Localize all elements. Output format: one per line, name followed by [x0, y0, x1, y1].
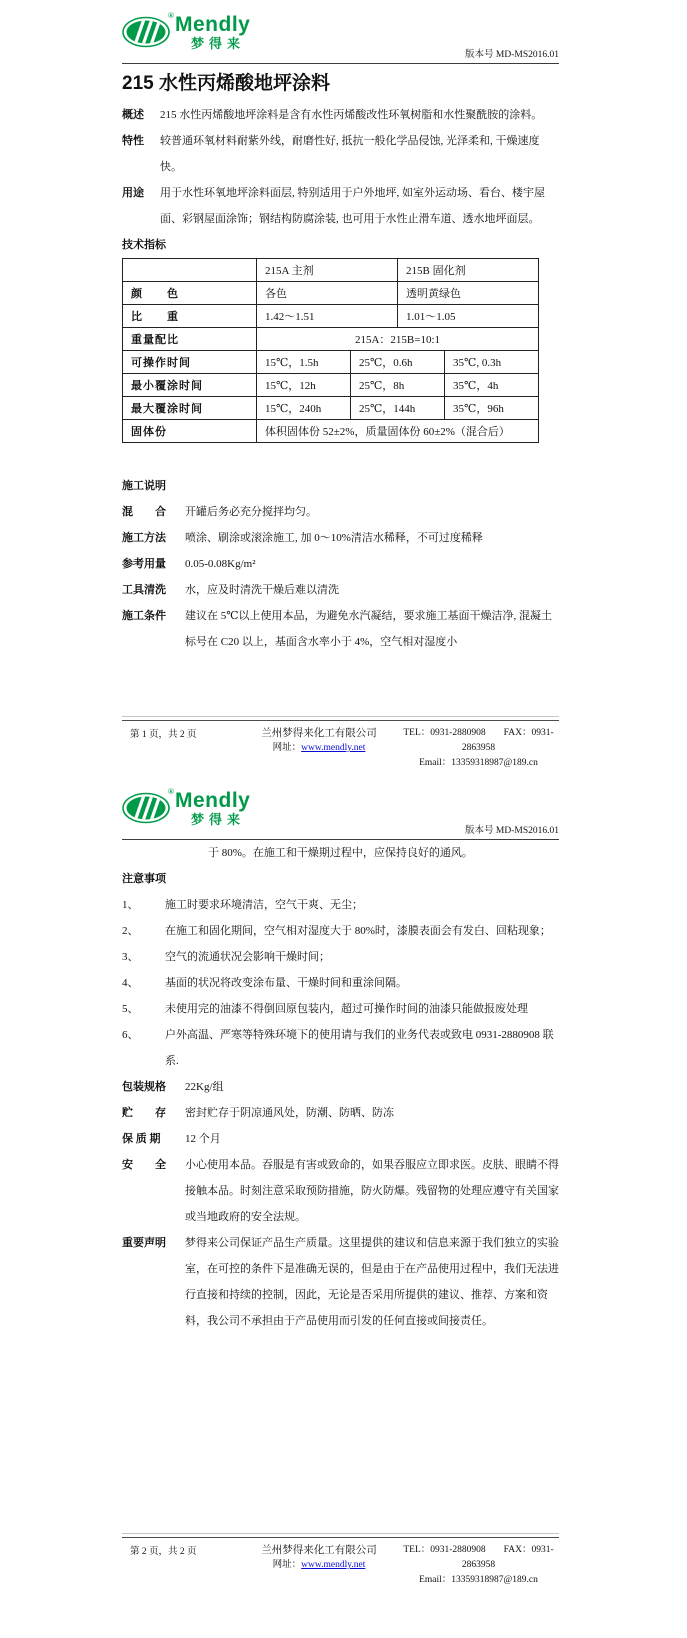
table-cell: 透明黄绿色	[398, 282, 539, 305]
table-cell: 35℃，4h	[445, 374, 539, 397]
construction-row-conditions	[122, 603, 559, 655]
note-number: 3、	[122, 951, 139, 963]
note-text: 基面的状况将改变涂布量、干燥时间和重涂间隔。	[165, 977, 407, 989]
website-link[interactable]: www.mendly.net	[301, 1560, 366, 1570]
note-item	[122, 996, 559, 1022]
table-cell: 最大覆涂时间	[123, 397, 257, 420]
fax-label: FAX：0931-2863958	[461, 1545, 554, 1570]
note-text: 未使用完的油漆不得倒回原包装内，超过可操作时间的油漆只能做报废处理	[165, 1003, 528, 1015]
registered-mark: ®	[168, 11, 174, 20]
table-cell: 重量配比	[123, 328, 257, 351]
table-cell: 215A：215B=10:1	[257, 328, 539, 351]
construction-row-mixing	[122, 499, 559, 525]
logo-text	[175, 14, 250, 50]
page-footer	[122, 716, 559, 771]
item-label: 包装规格	[122, 1081, 166, 1093]
table-cell: 比 重	[123, 305, 257, 328]
logo-brand-cn: 梦得来	[191, 36, 246, 51]
table-cell: 颜 色	[123, 282, 257, 305]
tel-label: TEL：0931-2880908	[403, 728, 486, 738]
mendly-logo	[122, 11, 251, 51]
mendly-logo-icon	[122, 790, 172, 824]
table-row	[123, 397, 539, 420]
table-cell: 可操作时间	[123, 351, 257, 374]
table-row	[123, 420, 539, 443]
construction-heading: 施工说明	[122, 480, 166, 492]
logo-brand-en: Mendly	[175, 13, 251, 36]
mendly-logo	[122, 787, 251, 827]
notes-heading: 注意事项	[122, 873, 166, 885]
table-row	[123, 305, 539, 328]
section-features	[122, 128, 559, 180]
table-cell: 35℃, 0.3h	[445, 351, 539, 374]
footer-contact-block	[398, 1543, 559, 1588]
note-number: 2、	[122, 925, 139, 937]
section-uses	[122, 180, 559, 232]
row-label: 混 合	[122, 506, 166, 518]
row-text: 建议在 5℃以上使用本品，为避免水汽凝结，要求施工基面干燥洁净, 混凝土标号在 C20 以上，基面含水率小于 4%，空气相对湿度小	[185, 610, 553, 648]
fax-label: FAX：0931-2863958	[461, 728, 554, 753]
row-label: 参考用量	[122, 558, 166, 570]
note-item	[122, 944, 559, 970]
table-row	[123, 374, 539, 397]
item-disclaimer	[122, 1230, 559, 1334]
version-label: 版本号 MD-MS2016.01	[465, 50, 559, 60]
page-2	[0, 779, 687, 1638]
row-text: 喷涂、刷涂或滚涂施工, 加 0～10%清洁水稀释，不可过度稀释	[185, 532, 483, 544]
item-text: 22Kg/组	[185, 1081, 224, 1093]
section-text: 较普通环氧材料耐紫外线，耐磨性好, 抵抗一般化学品侵蚀, 光泽柔和, 干燥速度快。	[160, 135, 540, 173]
item-packaging	[122, 1074, 559, 1100]
note-number: 5、	[122, 1003, 139, 1015]
note-item	[122, 892, 559, 918]
row-text: 开罐后务必充分搅拌均匀。	[185, 506, 317, 518]
email-label: Email：13359318987@189.cn	[419, 758, 538, 768]
row-label: 施工方法	[122, 532, 166, 544]
table-cell	[123, 259, 257, 282]
logo-text	[175, 790, 250, 826]
item-text: 小心使用本品。吞服是有害或致命的，如果吞服应立即求医。皮肤、眼睛不得接触本品。时刻注意采取预防措施，防火防爆。残留物的处理应遵守有关国家或当地政府的安全法规。	[185, 1159, 559, 1223]
item-storage	[122, 1100, 559, 1126]
construction-row-cleaning	[122, 577, 559, 603]
table-cell: 215A 主剂	[257, 259, 398, 282]
table-cell: 25℃，8h	[351, 374, 445, 397]
item-label: 安 全	[122, 1159, 166, 1171]
table-cell: 215B 固化剂	[398, 259, 539, 282]
note-text: 在施工和固化期间，空气相对湿度大于 80%时，漆膜表面会有发白、回粘现象；	[165, 925, 551, 937]
logo-brand-en: Mendly	[175, 789, 251, 812]
table-cell: 固体份	[123, 420, 257, 443]
footer-contact-block	[398, 726, 559, 771]
row-label: 工具清洗	[122, 584, 166, 596]
page-title: 215 水性丙烯酸地坪涂料	[122, 73, 330, 94]
item-shelf-life	[122, 1126, 559, 1152]
item-label: 重要声明	[122, 1237, 166, 1249]
logo-brand-cn: 梦得来	[191, 812, 246, 827]
row-label: 施工条件	[122, 610, 166, 622]
section-label: 概述	[122, 109, 144, 121]
table-cell: 1.42～1.51	[257, 305, 398, 328]
table-cell: 体积固体份 52±2%，质量固体份 60±2%（混合后）	[257, 420, 539, 443]
section-label: 特性	[122, 135, 144, 147]
section-label: 用途	[122, 187, 144, 199]
footer-company-block	[240, 726, 398, 756]
table-row	[123, 351, 539, 374]
table-cell: 各色	[257, 282, 398, 305]
note-number: 1、	[122, 899, 139, 911]
footer-company-block	[240, 1543, 398, 1573]
note-text: 施工时要求环境清洁，空气干爽、无尘；	[165, 899, 363, 911]
table-row	[123, 259, 539, 282]
registered-mark: ®	[168, 787, 174, 796]
website-link[interactable]: www.mendly.net	[301, 743, 366, 753]
table-cell: 15℃，240h	[257, 397, 351, 420]
website-label: 网址：	[272, 1560, 302, 1570]
note-number: 4、	[122, 977, 139, 989]
item-text: 12 个月	[185, 1133, 221, 1145]
item-safety	[122, 1152, 559, 1230]
page-1	[0, 0, 687, 779]
item-label: 贮 存	[122, 1107, 166, 1119]
item-text: 密封贮存于阴凉通风处，防潮、防晒、防冻	[185, 1107, 394, 1119]
table-cell: 25℃，144h	[351, 397, 445, 420]
section-text: 215 水性丙烯酸地坪涂料是含有水性丙烯酸改性环氧树脂和水性聚酰胺的涂料。	[160, 109, 543, 121]
tech-specs-heading: 技术指标	[122, 239, 166, 251]
construction-row-method	[122, 525, 559, 551]
version-label: 版本号 MD-MS2016.01	[465, 826, 559, 836]
email-label: Email：13359318987@189.cn	[419, 1575, 538, 1585]
note-item	[122, 1022, 559, 1074]
mendly-logo-icon	[122, 14, 172, 48]
table-cell: 1.01～1.05	[398, 305, 539, 328]
page-number: 第 2 页，共 2 页	[130, 1547, 197, 1557]
company-name: 兰州梦得来化工有限公司	[261, 728, 377, 739]
table-row	[123, 282, 539, 305]
note-text: 空气的流通状况会影响干燥时间；	[165, 951, 330, 963]
construction-row-dosage	[122, 551, 559, 577]
note-text: 户外高温、严寒等特殊环境下的使用请与我们的业务代表或致电 0931-2880908 联系.	[165, 1029, 554, 1067]
section-text: 用于水性环氧地坪涂料面层, 特别适用于户外地坪, 如室外运动场、看台、楼宇屋面、彩钢屋面涂饰；钢结构防腐涂装, 也可用于水性止滑车道、透水地坪面层。	[160, 187, 545, 225]
page-number: 第 1 页，共 2 页	[130, 730, 197, 740]
note-number: 6、	[122, 1029, 139, 1041]
table-cell: 15℃，12h	[257, 374, 351, 397]
table-row	[123, 328, 539, 351]
tel-label: TEL：0931-2880908	[403, 1545, 486, 1555]
page-footer	[122, 1533, 559, 1588]
company-name: 兰州梦得来化工有限公司	[261, 1545, 377, 1556]
continuation-text: 于 80%。在施工和干燥期过程中，应保持良好的通风。	[208, 847, 473, 859]
row-text: 水，应及时清洗干燥后难以清洗	[185, 584, 339, 596]
table-cell: 25℃，0.6h	[351, 351, 445, 374]
page-header	[122, 787, 559, 840]
website-label: 网址：	[272, 743, 302, 753]
page-header	[122, 11, 559, 64]
item-text: 梦得来公司保证产品生产质量。这里提供的建议和信息来源于我们独立的实验室，在可控的条件下是准确无误的，但是由于在产品使用过程中，我们无法进行直接和持续的控制，因此，无论是否采用所提供的建议、推荐、方案和资料，我公司不承担由于产品使用而引发的任何直接或间接责任。	[185, 1237, 559, 1327]
note-item	[122, 918, 559, 944]
item-label: 保 质 期	[122, 1133, 161, 1145]
note-item	[122, 970, 559, 996]
tech-specs-table	[122, 258, 539, 443]
table-cell: 15℃，1.5h	[257, 351, 351, 374]
row-text: 0.05-0.08Kg/m²	[185, 558, 256, 570]
table-cell: 35℃，96h	[445, 397, 539, 420]
table-cell: 最小覆涂时间	[123, 374, 257, 397]
section-overview	[122, 102, 559, 128]
